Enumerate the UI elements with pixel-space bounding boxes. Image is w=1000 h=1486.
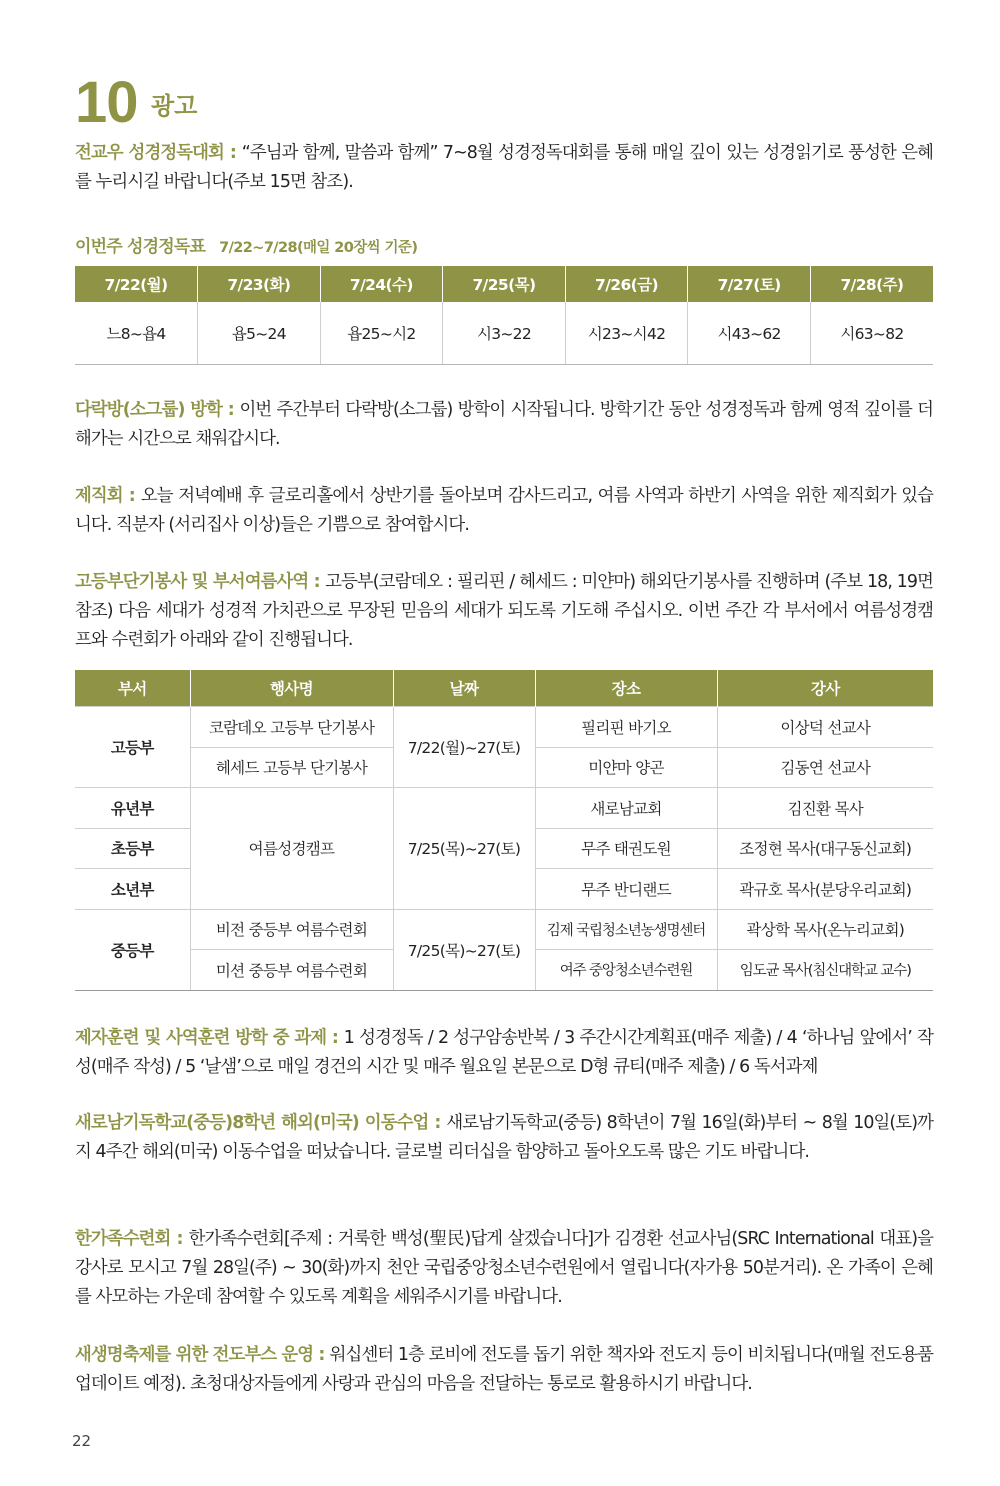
table-cell: 시43~62	[688, 302, 811, 365]
notice-family-retreat	[75, 1225, 933, 1312]
dept-cell: 중등부	[75, 909, 190, 990]
notice-title: 전교우 성경정독대회 :	[75, 143, 242, 163]
notice-summer-ministry	[75, 568, 933, 655]
notice-body: 한가족수련회[주제 : 거룩한 백성(聖民)답게 살겠습니다]가 김경환 선교사님(SRC International 대표)을 강사로 모시고 7월 28일(주) ~ 30(화)까지 천안 국립중앙청소년수련원에서 열립니다(자가용 50분거리). 온 가족이 은혜를 사모하는 가운데 참여할 수 있도록 계획을 세워주시기를 바랍니다.	[75, 1229, 933, 1307]
table-row	[75, 788, 933, 829]
place-cell: 여주 중앙청소년수련원	[535, 950, 717, 991]
event-name-cell: 비전 중등부 여름수련회	[190, 909, 393, 950]
section-category: 광고	[151, 92, 198, 120]
schedule-title: 이번주 성경정독표	[75, 237, 206, 257]
table-header-cell: 7/26(금)	[565, 266, 688, 302]
notice-small-group-break	[75, 396, 933, 454]
table-cell: 시63~82	[810, 302, 933, 365]
table-header-cell: 7/24(수)	[320, 266, 443, 302]
notice-title: 다락방(소그룹) 방학 :	[75, 400, 240, 420]
speaker-cell: 조정현 목사(대구동신교회)	[717, 828, 933, 869]
notice-body: 오늘 저녁예배 후 글로리홀에서 상반기를 돌아보며 감사드리고, 여름 사역과 하반기 사역을 위한 제직회가 있습니다. 직분자 (서리집사 이상)들은 기쁨으로 참여합시다.	[75, 486, 933, 535]
event-name-cell: 여름성경캠프	[190, 788, 393, 910]
notice-title: 새로남기독학교(중등)8학년 해외(미국) 이동수업 :	[75, 1113, 447, 1133]
date-cell: 7/25(목)~27(토)	[393, 909, 535, 990]
table-cell: 욥25~시2	[320, 302, 443, 365]
table-header-cell: 부서	[75, 670, 190, 707]
notice-training-homework	[75, 1024, 933, 1082]
table-header-row	[75, 266, 933, 302]
schedule-subtitle: 7/22~7/28(매일 20장씩 기준)	[219, 240, 418, 256]
date-cell: 7/25(목)~27(토)	[393, 788, 535, 910]
table-header-row	[75, 670, 933, 707]
place-cell: 새로남교회	[535, 788, 717, 829]
speaker-cell: 김진환 목사	[717, 788, 933, 829]
dept-cell: 고등부	[75, 707, 190, 788]
table-row	[75, 302, 933, 365]
table-header-cell: 7/25(목)	[443, 266, 566, 302]
date-cell: 7/22(월)~27(토)	[393, 707, 535, 788]
notice-title: 제자훈련 및 사역훈련 방학 중 과제 :	[75, 1028, 344, 1048]
place-cell: 미얀마 양곤	[535, 747, 717, 788]
notice-body: 1 성경정독 / 2 성구암송반복 / 3 주간시간계획표(매주 제출) / 4 ‘하나님 앞에서’ 작성(매주 작성) / 5 ‘날샘’으로 매일 경건의 시간 및 매주 월요일 본문으로 D형 큐티(매주 제출) / 6 독서과제	[75, 1028, 933, 1077]
table-cell: 시3~22	[443, 302, 566, 365]
event-name-cell: 미션 중등부 여름수련회	[190, 950, 393, 991]
summer-events-table	[75, 670, 933, 991]
notice-body: 새로남기독학교(중등) 8학년이 7월 16일(화)부터 ~ 8월 10일(토)까지 4주간 해외(미국) 이동수업을 떠났습니다. 글로벌 리더십을 함양하고 돌아오도록 많은 기도 바랍니다.	[75, 1113, 933, 1162]
speaker-cell: 곽규호 목사(분당우리교회)	[717, 869, 933, 910]
table-cell: 시23~시42	[565, 302, 688, 365]
notice-title: 한가족수련회 :	[75, 1229, 189, 1249]
table-header-cell: 행사명	[190, 670, 393, 707]
table-header-cell: 7/28(주)	[810, 266, 933, 302]
table-header-cell: 7/27(토)	[688, 266, 811, 302]
notice-title: 새생명축제를 위한 전도부스 운영 :	[75, 1345, 330, 1365]
dept-cell: 유년부	[75, 788, 190, 829]
table-header-cell: 강사	[717, 670, 933, 707]
notice-body: 고등부(코람데오 : 필리핀 / 헤세드 : 미얀마) 해외단기봉사를 진행하며 (주보 18, 19면참조) 다음 세대가 성경적 가치관으로 무장된 믿음의 세대가 되도록 기도해 주십시오. 이번 주간 각 부서에서 여름성경캠프와 수련회가 아래와 같이 진행됩니다.	[75, 572, 933, 650]
notice-body: 이번 주간부터 다락방(소그룹) 방학이 시작됩니다. 방학기간 동안 성경정독과 함께 영적 깊이를 더해가는 시간으로 채워갑시다.	[75, 400, 933, 449]
table-header-cell: 장소	[535, 670, 717, 707]
notice-school-overseas-class	[75, 1109, 933, 1167]
schedule-heading	[75, 232, 417, 257]
table-cell: 느8~욥4	[75, 302, 198, 365]
place-cell: 무주 반디랜드	[535, 869, 717, 910]
notice-body: 워십센터 1층 로비에 전도를 돕기 위한 책자와 전도지 등이 비치됩니다(매월 전도용품 업데이트 예정). 초청대상자들에게 사랑과 관심의 마음을 전달하는 통로로 활용하시기 바랍니다.	[75, 1345, 933, 1394]
table-row	[75, 909, 933, 950]
notice-body: “주님과 함께, 말씀과 함께” 7~8월 성경정독대회를 통해 매일 깊이 있는 성경읽기로 풍성한 은혜를 누리시길 바랍니다(주보 15면 참조).	[75, 143, 934, 192]
event-name-cell: 코람데오 고등부 단기봉사	[190, 707, 393, 748]
speaker-cell: 임도균 목사(침신대학교 교수)	[717, 950, 933, 991]
table-header-cell: 7/23(화)	[198, 266, 321, 302]
dept-cell: 초등부	[75, 828, 190, 869]
place-cell: 필리핀 바기오	[535, 707, 717, 748]
table-header-cell: 날짜	[393, 670, 535, 707]
notice-evangelism-booth	[75, 1341, 933, 1399]
speaker-cell: 이상덕 선교사	[717, 707, 933, 748]
speaker-cell: 곽상학 목사(온누리교회)	[717, 909, 933, 950]
notice-officers-meeting	[75, 482, 933, 540]
event-name-cell: 헤세드 고등부 단기봉사	[190, 747, 393, 788]
table-header-cell: 7/22(월)	[75, 266, 198, 302]
section-number: 10	[75, 70, 138, 135]
dept-cell: 소년부	[75, 869, 190, 910]
table-row	[75, 707, 933, 748]
notice-title: 고등부단기봉사 및 부서여름사역 :	[75, 572, 326, 592]
notice-bible-reading-contest	[75, 139, 933, 197]
table-cell: 욥5~24	[198, 302, 321, 365]
place-cell: 무주 태권도원	[535, 828, 717, 869]
notice-title: 제직회 :	[75, 486, 141, 506]
speaker-cell: 김동연 선교사	[717, 747, 933, 788]
place-cell: 김제 국립청소년농생명센터	[535, 909, 717, 950]
page-number: 22	[72, 1432, 92, 1450]
reading-schedule-table	[75, 266, 933, 365]
